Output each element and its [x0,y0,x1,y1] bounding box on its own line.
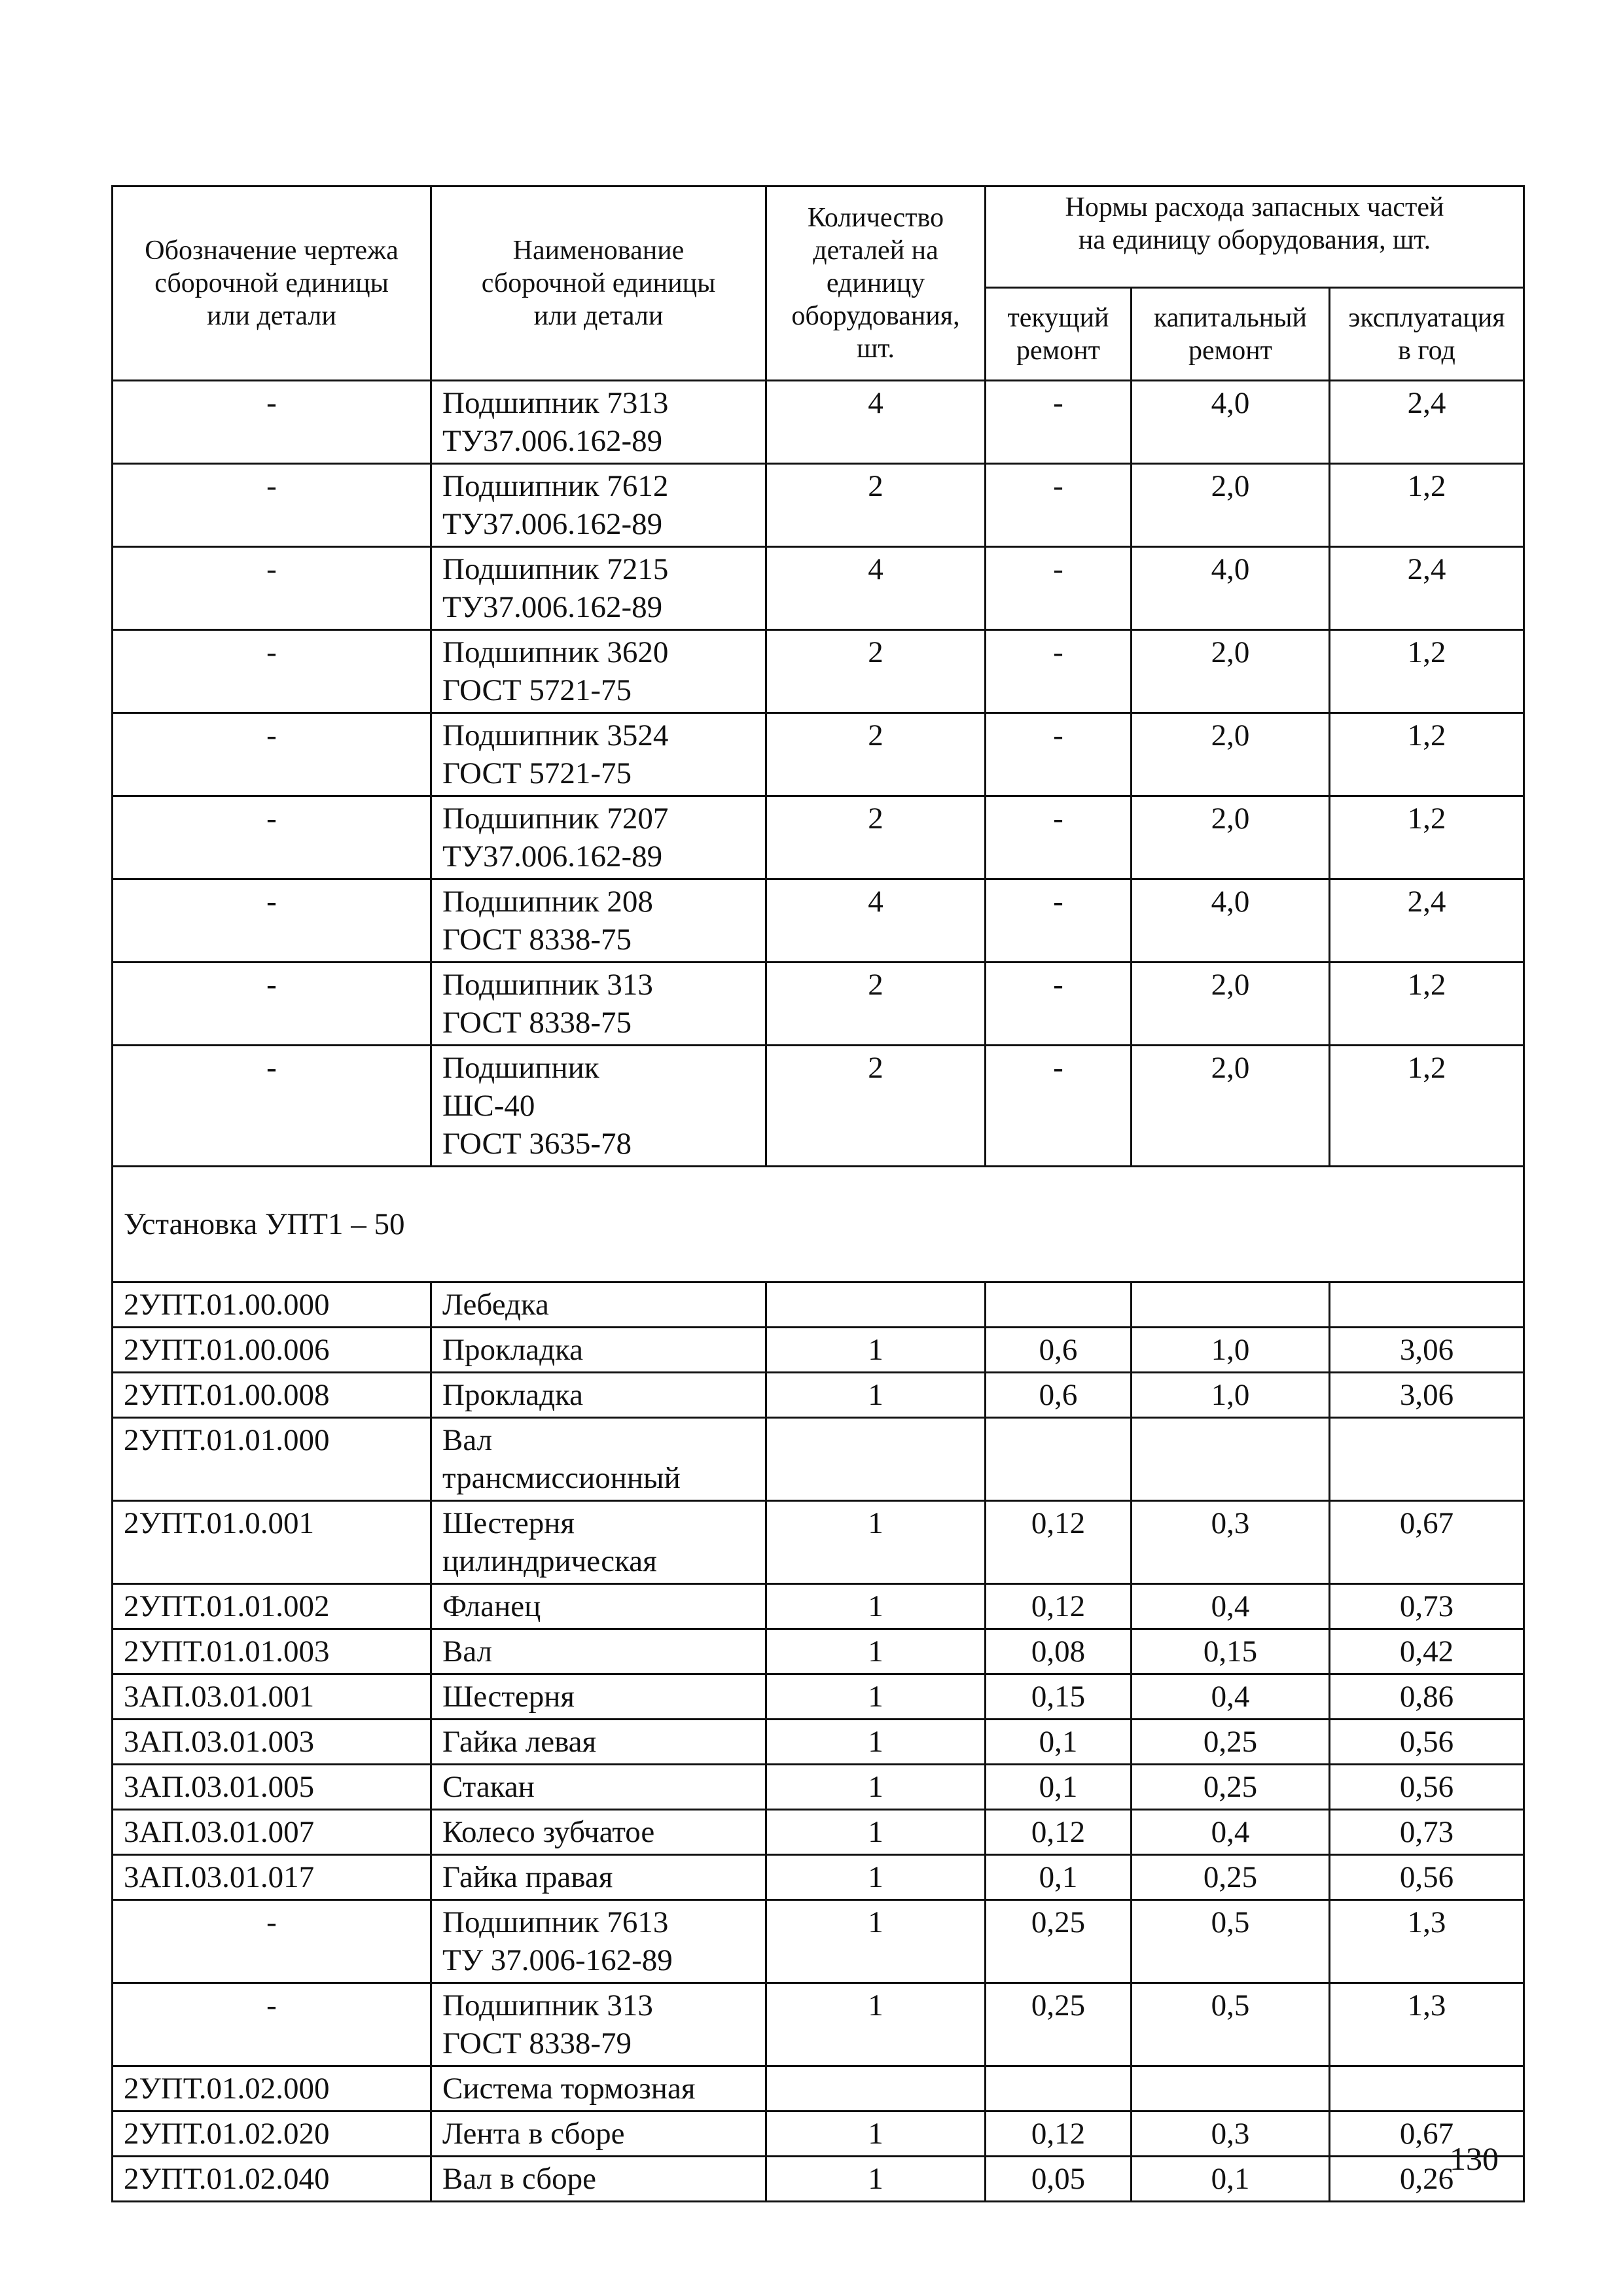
cell-annual-operation: 0,67 [1330,1501,1524,1584]
cell-name: Прокладка [431,1373,766,1418]
cell-current-repair: 0,1 [986,1765,1132,1810]
group-name: Лебедка [431,1282,766,1328]
empty-cell [766,1282,986,1328]
cell-current-repair: - [986,1046,1132,1167]
cell-annual-operation: 0,73 [1330,1584,1524,1629]
cell-capital-repair: 1,0 [1132,1328,1330,1373]
empty-cell [1132,1418,1330,1501]
table-row [113,2111,1524,2157]
cell-capital-repair: 0,25 [1132,1720,1330,1765]
cell-current-repair: - [986,630,1132,713]
cell-annual-operation: 1,2 [1330,1046,1524,1167]
cell-annual-operation: 1,2 [1330,630,1524,713]
cell-annual-operation: 1,3 [1330,1983,1524,2066]
cell-quantity: 1 [766,1584,986,1629]
lebedka-rows [113,1328,1524,1418]
cell-annual-operation: 2,4 [1330,381,1524,464]
cell-quantity: 1 [766,1855,986,1900]
cell-name: Подшипник 3524 ГОСТ 5721-75 [431,713,766,796]
cell-name: Подшипник 313 ГОСТ 8338-75 [431,963,766,1046]
cell-quantity: 1 [766,1328,986,1373]
table-row [113,1584,1524,1629]
cell-current-repair: 0,1 [986,1855,1132,1900]
table-row [113,464,1524,547]
cell-annual-operation: 1,2 [1330,963,1524,1046]
header-current-repair: текущий ремонт [986,288,1132,381]
cell-capital-repair: 2,0 [1132,630,1330,713]
cell-code: - [113,381,431,464]
cell-name: Подшипник 7612 ТУ37.006.162-89 [431,464,766,547]
cell-current-repair: 0,05 [986,2157,1132,2202]
cell-name: Гайка левая [431,1720,766,1765]
header-drawing-code: Обозначение чертежа сборочной единицы или детали [113,186,431,381]
table-row [113,1855,1524,1900]
cell-current-repair: 0,6 [986,1328,1132,1373]
cell-annual-operation: 0,56 [1330,1765,1524,1810]
table-row [113,713,1524,796]
cell-quantity: 1 [766,2111,986,2157]
cell-annual-operation: 1,2 [1330,713,1524,796]
cell-capital-repair: 0,4 [1132,1674,1330,1720]
cell-quantity: 1 [766,1629,986,1674]
cell-quantity: 1 [766,1765,986,1810]
cell-current-repair: - [986,713,1132,796]
group-code: 2УПТ.01.00.000 [113,1282,431,1328]
header-part-name: Наименование сборочной единицы или детали [431,186,766,381]
section-title: Установка УПТ1 – 50 [113,1167,1524,1282]
cell-quantity: 4 [766,879,986,963]
cell-annual-operation: 0,56 [1330,1720,1524,1765]
cell-code: 2УПТ.01.0.001 [113,1501,431,1584]
cell-capital-repair: 0,1 [1132,2157,1330,2202]
cell-code: 3АП.03.01.007 [113,1810,431,1855]
header-norms-group: Нормы расхода запасных частей на единицу оборудования, шт. [986,186,1524,288]
group-sys [113,2066,1524,2111]
cell-quantity: 2 [766,796,986,879]
table-row [113,1720,1524,1765]
cell-current-repair: - [986,547,1132,630]
cell-quantity: 4 [766,547,986,630]
empty-cell [1330,2066,1524,2111]
cell-code: - [113,1046,431,1167]
cell-current-repair: 0,12 [986,2111,1132,2157]
cell-current-repair: - [986,381,1132,464]
group-code: 2УПТ.01.02.000 [113,2066,431,2111]
cell-quantity: 2 [766,1046,986,1167]
group-name: Система тормозная [431,2066,766,2111]
cell-annual-operation: 1,2 [1330,464,1524,547]
cell-current-repair: 0,1 [986,1720,1132,1765]
cell-annual-operation: 2,4 [1330,547,1524,630]
cell-capital-repair: 0,4 [1132,1584,1330,1629]
table-row [113,381,1524,464]
header-capital-repair: капитальный ремонт [1132,288,1330,381]
cell-name: Подшипник 7207 ТУ37.006.162-89 [431,796,766,879]
table-row [113,1900,1524,1983]
empty-cell [1132,2066,1330,2111]
cell-code: 3АП.03.01.017 [113,1855,431,1900]
table-row [113,1501,1524,1584]
cell-name: Гайка правая [431,1855,766,1900]
cell-capital-repair: 0,5 [1132,1900,1330,1983]
cell-quantity: 1 [766,1810,986,1855]
empty-cell [986,2066,1132,2111]
cell-current-repair: 0,25 [986,1983,1132,2066]
table-row [113,630,1524,713]
table-row [113,1674,1524,1720]
cell-code: - [113,1900,431,1983]
table-row [113,1629,1524,1674]
cell-name: Прокладка [431,1328,766,1373]
cell-capital-repair: 4,0 [1132,381,1330,464]
cell-name: Подшипник 7313 ТУ37.006.162-89 [431,381,766,464]
cell-annual-operation: 1,3 [1330,1900,1524,1983]
cell-quantity: 1 [766,1983,986,2066]
group-code: 2УПТ.01.01.000 [113,1418,431,1501]
cell-capital-repair: 0,15 [1132,1629,1330,1674]
page-number: 130 [1450,2140,1499,2177]
cell-capital-repair: 2,0 [1132,713,1330,796]
cell-name: Лента в сборе [431,2111,766,2157]
cell-capital-repair: 4,0 [1132,547,1330,630]
cell-annual-operation: 0,42 [1330,1629,1524,1674]
cell-capital-repair: 0,25 [1132,1765,1330,1810]
cell-annual-operation: 0,67 [1330,2111,1524,2157]
table-row [113,1328,1524,1373]
table-row [113,796,1524,879]
cell-name: Фланец [431,1584,766,1629]
bearing-rows [113,381,1524,1167]
val-rows [113,1501,1524,2066]
cell-annual-operation: 3,06 [1330,1328,1524,1373]
cell-capital-repair: 2,0 [1132,796,1330,879]
header-row-1 [113,186,1524,288]
cell-quantity: 1 [766,1900,986,1983]
cell-name: Вал [431,1629,766,1674]
cell-annual-operation: 2,4 [1330,879,1524,963]
cell-code: - [113,464,431,547]
cell-current-repair: 0,12 [986,1584,1132,1629]
table-row [113,1765,1524,1810]
group-row-sys [113,2066,1524,2111]
cell-current-repair: 0,12 [986,1810,1132,1855]
cell-capital-repair: 0,25 [1132,1855,1330,1900]
empty-cell [986,1418,1132,1501]
cell-quantity: 2 [766,963,986,1046]
cell-annual-operation: 0,26 [1330,2157,1524,2202]
cell-code: 2УПТ.01.02.020 [113,2111,431,2157]
cell-quantity: 2 [766,713,986,796]
cell-code: - [113,879,431,963]
group-val [113,1418,1524,1501]
cell-current-repair: 0,12 [986,1501,1132,1584]
cell-code: 3АП.03.01.005 [113,1765,431,1810]
cell-code: - [113,547,431,630]
cell-name: Подшипник 313 ГОСТ 8338-79 [431,1983,766,2066]
cell-capital-repair: 2,0 [1132,1046,1330,1167]
cell-name: Подшипник 208 ГОСТ 8338-75 [431,879,766,963]
cell-annual-operation: 0,73 [1330,1810,1524,1855]
cell-capital-repair: 0,4 [1132,1810,1330,1855]
cell-code: - [113,796,431,879]
cell-code: - [113,630,431,713]
cell-current-repair: - [986,963,1132,1046]
cell-capital-repair: 2,0 [1132,464,1330,547]
cell-annual-operation: 0,56 [1330,1855,1524,1900]
sys-rows [113,2111,1524,2202]
section-upt [113,1167,1524,1328]
group-row-lebedka [113,1282,1524,1328]
cell-capital-repair: 0,3 [1132,2111,1330,2157]
cell-current-repair: 0,15 [986,1674,1132,1720]
cell-annual-operation: 1,2 [1330,796,1524,879]
table-row [113,2157,1524,2202]
table-row [113,1373,1524,1418]
cell-current-repair: 0,6 [986,1373,1132,1418]
cell-name: Шестерня [431,1674,766,1720]
empty-cell [766,2066,986,2111]
cell-name: Подшипник 7215 ТУ37.006.162-89 [431,547,766,630]
cell-quantity: 2 [766,630,986,713]
table-row [113,1983,1524,2066]
cell-code: 3АП.03.01.003 [113,1720,431,1765]
cell-quantity: 1 [766,1373,986,1418]
table-row [113,547,1524,630]
empty-cell [1330,1282,1524,1328]
cell-name: Колесо зубчатое [431,1810,766,1855]
cell-name: Подшипник 3620 ГОСТ 5721-75 [431,630,766,713]
cell-current-repair: 0,25 [986,1900,1132,1983]
cell-quantity: 2 [766,464,986,547]
empty-cell [1132,1282,1330,1328]
cell-name: Подшипник ШС-40 ГОСТ 3635-78 [431,1046,766,1167]
cell-quantity: 1 [766,2157,986,2202]
cell-capital-repair: 2,0 [1132,963,1330,1046]
cell-code: 3АП.03.01.001 [113,1674,431,1720]
cell-name: Подшипник 7613 ТУ 37.006-162-89 [431,1900,766,1983]
cell-current-repair: - [986,464,1132,547]
empty-cell [1330,1418,1524,1501]
cell-quantity: 1 [766,1674,986,1720]
header-quantity: Количество деталей на единицу оборудования, шт. [766,186,986,381]
cell-name: Вал в сборе [431,2157,766,2202]
cell-annual-operation: 0,86 [1330,1674,1524,1720]
header-annual-operation: эксплуатация в год [1330,288,1524,381]
cell-code: 2УПТ.01.00.006 [113,1328,431,1373]
cell-name: Шестерня цилиндрическая [431,1501,766,1584]
cell-capital-repair: 4,0 [1132,879,1330,963]
cell-current-repair: - [986,796,1132,879]
cell-code: 2УПТ.01.02.040 [113,2157,431,2202]
section-row [113,1167,1524,1282]
table-row [113,963,1524,1046]
cell-code: 2УПТ.01.00.008 [113,1373,431,1418]
spare-parts-table [111,185,1525,2202]
cell-name: Стакан [431,1765,766,1810]
empty-cell [766,1418,986,1501]
cell-code: - [113,963,431,1046]
cell-quantity: 4 [766,381,986,464]
cell-code: - [113,1983,431,2066]
table-row [113,1810,1524,1855]
empty-cell [986,1282,1132,1328]
cell-capital-repair: 1,0 [1132,1373,1330,1418]
cell-annual-operation: 3,06 [1330,1373,1524,1418]
cell-code: - [113,713,431,796]
cell-capital-repair: 0,5 [1132,1983,1330,2066]
cell-quantity: 1 [766,1720,986,1765]
table-row [113,1046,1524,1167]
cell-current-repair: 0,08 [986,1629,1132,1674]
table-row [113,879,1524,963]
cell-current-repair: - [986,879,1132,963]
group-name: Вал трансмиссионный [431,1418,766,1501]
group-row-val [113,1418,1524,1501]
cell-code: 2УПТ.01.01.002 [113,1584,431,1629]
cell-capital-repair: 0,3 [1132,1501,1330,1584]
cell-quantity: 1 [766,1501,986,1584]
cell-code: 2УПТ.01.01.003 [113,1629,431,1674]
